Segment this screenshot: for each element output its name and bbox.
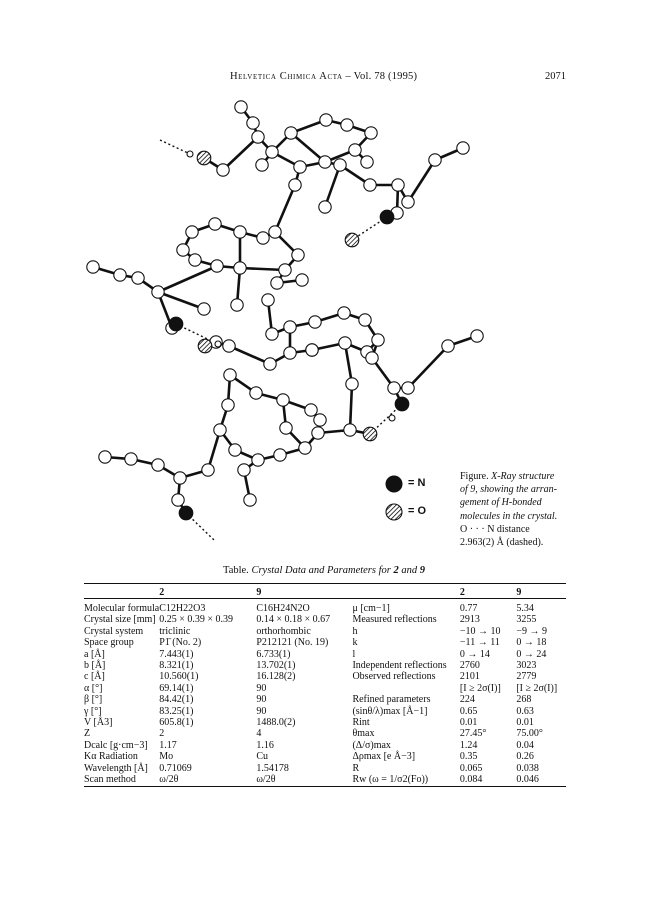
carbon-atom bbox=[366, 352, 378, 364]
carbon-atom bbox=[294, 161, 306, 173]
table-cell: Kα Radiation bbox=[84, 751, 138, 763]
hydrogen-bond-lines bbox=[160, 140, 402, 540]
carbon-atom bbox=[231, 299, 243, 311]
carbon-atom bbox=[244, 494, 256, 506]
table-cell: a [Å] bbox=[84, 648, 105, 660]
table-cell: Wavelength [Å] bbox=[84, 762, 148, 774]
carbon-atom bbox=[319, 156, 331, 168]
carbon-atom bbox=[224, 369, 236, 381]
carbon-atom bbox=[279, 264, 291, 276]
table-row bbox=[84, 683, 566, 694]
carbon-atom bbox=[257, 232, 269, 244]
carbon-atom bbox=[214, 424, 226, 436]
carbon-atom bbox=[289, 179, 301, 191]
table-row bbox=[84, 637, 566, 648]
carbon-atom bbox=[364, 179, 376, 191]
carbon-atom bbox=[217, 164, 229, 176]
table-cell: −9 → 9 bbox=[516, 625, 547, 637]
hydrogen-bond bbox=[160, 140, 190, 154]
carbon-atom bbox=[306, 344, 318, 356]
carbon-atom bbox=[234, 226, 246, 238]
table-cell: θmax bbox=[352, 728, 375, 740]
table-cell: 2 bbox=[159, 728, 165, 740]
table-cell: Cu bbox=[256, 751, 268, 763]
carbon-atom bbox=[346, 378, 358, 390]
carbon-atom bbox=[471, 330, 483, 342]
table-cell: l bbox=[352, 648, 356, 660]
carbon-atom bbox=[229, 444, 241, 456]
table-cell: 83.25(1) bbox=[159, 705, 194, 717]
nitrogen-legend-icon bbox=[386, 476, 402, 492]
table-row bbox=[84, 626, 566, 637]
oxygen-atom bbox=[345, 233, 359, 247]
table-cell: 90 bbox=[256, 682, 267, 694]
table-row bbox=[84, 671, 566, 682]
nitrogen-legend-label: = N bbox=[408, 477, 426, 489]
table-cell: 0.65 bbox=[459, 705, 478, 717]
table-cell: orthorhombic bbox=[256, 625, 311, 637]
carbon-atom bbox=[338, 307, 350, 319]
carbon-atom bbox=[114, 269, 126, 281]
carbon-atom bbox=[152, 286, 164, 298]
table-cell: 2779 bbox=[516, 671, 537, 683]
table-row bbox=[84, 717, 566, 728]
carbon-atom bbox=[250, 387, 262, 399]
table-cell: 7.443(1) bbox=[159, 648, 194, 660]
carbon-atom bbox=[252, 131, 264, 143]
carbon-atom bbox=[388, 382, 400, 394]
table-cell: 1488.0(2) bbox=[256, 717, 296, 729]
carbon-atom bbox=[277, 394, 289, 406]
table-cell: [I ≥ 2σ(I)] bbox=[516, 682, 558, 694]
carbon-atom bbox=[299, 442, 311, 454]
table-cell: 16.128(2) bbox=[256, 671, 296, 683]
table-bottom-rule bbox=[84, 786, 566, 787]
carbon-atom bbox=[359, 314, 371, 326]
bond bbox=[408, 160, 435, 202]
table-cell: Rint bbox=[352, 717, 370, 729]
table-cell: 4 bbox=[256, 728, 262, 740]
carbon-atom bbox=[361, 156, 373, 168]
table-cell: Rw (ω = 1/σ2(Fo)) bbox=[352, 774, 429, 786]
hydrogen-atom bbox=[215, 341, 221, 347]
table-cell: Crystal size [mm] bbox=[84, 614, 156, 626]
table-cell: 0.01 bbox=[516, 717, 534, 729]
carbon-atom bbox=[292, 249, 304, 261]
table-cell: 2101 bbox=[459, 671, 480, 683]
table-cell: 3023 bbox=[516, 660, 537, 672]
carbon-atom bbox=[238, 464, 250, 476]
carbon-atom bbox=[266, 146, 278, 158]
table-cell: ω/2θ bbox=[159, 774, 179, 786]
table-row bbox=[84, 660, 566, 671]
carbon-atom bbox=[269, 226, 281, 238]
carbon-atom bbox=[189, 254, 201, 266]
table-cell: 2760 bbox=[459, 660, 480, 672]
table-cell: C16H24N2O bbox=[256, 603, 310, 614]
carbon-atom bbox=[365, 127, 377, 139]
table-cell: 0.35 bbox=[459, 751, 478, 763]
atoms bbox=[87, 101, 483, 520]
table-cell: 605.8(1) bbox=[159, 717, 194, 729]
carbon-atom bbox=[172, 494, 184, 506]
carbon-atom bbox=[392, 179, 404, 191]
carbon-atom bbox=[284, 321, 296, 333]
figure-caption: Figure. X-Ray structure of 9, showing the arran- gement of H-bonded molecules in the crystal. O · · · N distance 2.963(2) Å (dashed). bbox=[460, 471, 558, 549]
table-cell: Dcalc [g·cm−3] bbox=[84, 739, 148, 751]
table-cell: V [Å3] bbox=[84, 717, 113, 729]
table-cell: 0.084 bbox=[459, 774, 483, 786]
table-cell: Measured reflections bbox=[352, 614, 437, 626]
column-header bbox=[352, 586, 459, 603]
table-cell: 2913 bbox=[459, 614, 480, 626]
crystal-data-table bbox=[84, 586, 566, 786]
carbon-atom bbox=[223, 340, 235, 352]
nitrogen-atom bbox=[380, 210, 394, 224]
table-cell: [I ≥ 2σ(I)] bbox=[459, 682, 501, 694]
carbon-atom bbox=[349, 144, 361, 156]
carbon-atom bbox=[234, 262, 246, 274]
carbon-atom bbox=[99, 451, 111, 463]
table-cell: 0.25 × 0.39 × 0.39 bbox=[159, 614, 234, 626]
column-header bbox=[84, 586, 159, 603]
table-cell: b [Å] bbox=[84, 660, 106, 672]
table-cell: 90 bbox=[256, 705, 267, 717]
table-row bbox=[84, 728, 566, 739]
carbon-atom bbox=[186, 226, 198, 238]
table-cell: 0.065 bbox=[459, 762, 483, 774]
carbon-atom bbox=[198, 303, 210, 315]
table-cell: 1.24 bbox=[459, 739, 478, 751]
table-top-rule bbox=[84, 583, 566, 584]
carbon-atom bbox=[334, 159, 346, 171]
table-cell: Mo bbox=[159, 751, 174, 763]
table-cell: 6.733(1) bbox=[256, 648, 291, 660]
carbon-atom bbox=[442, 340, 454, 352]
table-cell: β [°] bbox=[84, 694, 103, 706]
table-cell: 268 bbox=[516, 694, 532, 706]
table-cell: 1.54178 bbox=[256, 762, 289, 774]
carbon-atom bbox=[132, 272, 144, 284]
carbon-atom bbox=[222, 399, 234, 411]
table-cell: Space group bbox=[84, 637, 134, 649]
table-cell: R bbox=[352, 762, 360, 774]
table-cell: 27.45° bbox=[459, 728, 487, 740]
table-row bbox=[84, 649, 566, 660]
carbon-atom bbox=[312, 427, 324, 439]
table-cell: −11 → 11 bbox=[459, 637, 500, 649]
carbon-atom bbox=[202, 464, 214, 476]
table-cell: μ [cm−1] bbox=[352, 603, 390, 614]
table-cell: (Δ/σ)max bbox=[352, 739, 391, 751]
carbon-atom bbox=[274, 449, 286, 461]
table-row bbox=[84, 694, 566, 705]
table-cell: 1.17 bbox=[159, 739, 177, 751]
bond bbox=[408, 346, 448, 388]
bond bbox=[240, 268, 285, 270]
nitrogen-atom bbox=[169, 317, 183, 331]
table-cell: (sinθ/λ)max [Å−1] bbox=[352, 705, 428, 717]
carbon-atom bbox=[457, 142, 469, 154]
table-cell: Molecular formula bbox=[84, 603, 160, 614]
carbon-atom bbox=[211, 260, 223, 272]
carbon-atom bbox=[235, 101, 247, 113]
hydrogen-atom bbox=[389, 415, 395, 421]
oxygen-atom bbox=[363, 427, 377, 441]
table-cell: 0 → 18 bbox=[516, 637, 547, 649]
table-cell: triclinic bbox=[159, 625, 191, 637]
table-cell: Independent reflections bbox=[352, 660, 447, 672]
table-cell: P212121 (No. 19) bbox=[256, 637, 329, 649]
carbon-atom bbox=[264, 358, 276, 370]
oxygen-legend-icon bbox=[386, 504, 402, 520]
carbon-atom bbox=[344, 424, 356, 436]
carbon-atom bbox=[266, 328, 278, 340]
carbon-atom bbox=[339, 337, 351, 349]
carbon-atom bbox=[284, 347, 296, 359]
bond bbox=[223, 137, 258, 170]
table-cell: 0.14 × 0.18 × 0.67 bbox=[256, 614, 331, 626]
bond bbox=[275, 185, 295, 232]
oxygen-legend-label: = O bbox=[408, 505, 427, 517]
table-cell: Refined parameters bbox=[352, 694, 431, 706]
table-cell: k bbox=[352, 637, 358, 649]
carbon-atom bbox=[341, 119, 353, 131]
carbon-atom bbox=[320, 114, 332, 126]
table-row bbox=[84, 751, 566, 762]
table-cell: 13.702(1) bbox=[256, 660, 296, 672]
bond bbox=[350, 384, 352, 430]
carbon-atom bbox=[402, 196, 414, 208]
oxygen-atom bbox=[198, 339, 212, 353]
table-cell: 90 bbox=[256, 694, 267, 706]
table-cell: 0.77 bbox=[459, 603, 478, 614]
table-cell: 0 → 24 bbox=[516, 648, 547, 660]
table-cell: 1.16 bbox=[256, 739, 274, 751]
table-row bbox=[84, 740, 566, 751]
bond bbox=[158, 266, 217, 292]
column-header: 9 bbox=[256, 587, 262, 598]
table-cell: 0 → 14 bbox=[459, 648, 490, 660]
table-cell: P1̄ (No. 2) bbox=[159, 637, 202, 649]
column-header: 9 bbox=[516, 587, 522, 598]
table-cell: 5.34 bbox=[516, 603, 534, 614]
table-cell: h bbox=[352, 625, 358, 637]
table-cell: α [°] bbox=[84, 682, 103, 694]
table-cell bbox=[352, 683, 459, 694]
table-cell: 0.71069 bbox=[159, 762, 192, 774]
table-cell: ω/2θ bbox=[256, 774, 276, 786]
carbon-atom bbox=[87, 261, 99, 273]
carbon-atom bbox=[177, 244, 189, 256]
carbon-atom bbox=[262, 294, 274, 306]
nitrogen-atom bbox=[179, 506, 193, 520]
table-cell: Δρmax [e Å−3] bbox=[352, 751, 416, 763]
carbon-atom bbox=[314, 414, 326, 426]
table-cell: 75.00° bbox=[516, 728, 543, 740]
hydrogen-atom bbox=[187, 151, 193, 157]
carbon-atom bbox=[256, 159, 268, 171]
table-cell: 0.046 bbox=[516, 774, 539, 786]
carbon-atom bbox=[247, 117, 259, 129]
table-row bbox=[84, 774, 566, 785]
table-cell: C12H22O3 bbox=[159, 603, 206, 614]
table-cell: 0.038 bbox=[516, 762, 539, 774]
carbon-atom bbox=[402, 382, 414, 394]
table-cell: 10.560(1) bbox=[159, 671, 199, 683]
table-row bbox=[84, 763, 566, 774]
table-cell: 69.14(1) bbox=[159, 682, 194, 694]
table-cell: Crystal system bbox=[84, 625, 144, 637]
nitrogen-atom bbox=[395, 397, 409, 411]
carbon-atom bbox=[125, 453, 137, 465]
column-header: 2 bbox=[459, 587, 465, 598]
table-row bbox=[84, 614, 566, 625]
carbon-atom bbox=[319, 201, 331, 213]
carbon-atom bbox=[152, 459, 164, 471]
carbon-atom bbox=[296, 274, 308, 286]
carbon-atom bbox=[252, 454, 264, 466]
page-number: 2071 bbox=[545, 71, 566, 82]
journal-title: Helvetica Chimica Acta – Vol. 78 (1995) bbox=[230, 71, 418, 82]
table-cell: 224 bbox=[459, 694, 475, 706]
carbon-atom bbox=[372, 334, 384, 346]
column-header: 2 bbox=[159, 587, 165, 598]
table-row bbox=[84, 603, 566, 614]
carbon-atom bbox=[305, 404, 317, 416]
table-cell: 0.01 bbox=[459, 717, 478, 729]
table-cell: γ [°] bbox=[84, 705, 102, 717]
table-cell: Observed reflections bbox=[352, 671, 436, 683]
table-cell: 3255 bbox=[516, 614, 537, 626]
table-cell: c [Å] bbox=[84, 671, 105, 683]
table-title: Table. Crystal Data and Parameters for 2 and 9 bbox=[223, 565, 425, 576]
oxygen-atom bbox=[197, 151, 211, 165]
table-cell: Z bbox=[84, 728, 91, 740]
table-row bbox=[84, 706, 566, 717]
carbon-atom bbox=[309, 316, 321, 328]
carbon-atom bbox=[429, 154, 441, 166]
table-header-row bbox=[84, 586, 566, 603]
table-cell: 0.63 bbox=[516, 705, 534, 717]
table-cell: 84.42(1) bbox=[159, 694, 194, 706]
table-cell: 8.321(1) bbox=[159, 660, 194, 672]
carbon-atom bbox=[174, 472, 186, 484]
table-cell: −10 → 10 bbox=[459, 625, 501, 637]
table-cell: 0.04 bbox=[516, 739, 534, 751]
table-cell: Scan method bbox=[84, 774, 136, 786]
table-cell: 0.26 bbox=[516, 751, 534, 763]
carbon-atom bbox=[280, 422, 292, 434]
carbon-atom bbox=[285, 127, 297, 139]
carbon-atom bbox=[271, 277, 283, 289]
carbon-atom bbox=[209, 218, 221, 230]
